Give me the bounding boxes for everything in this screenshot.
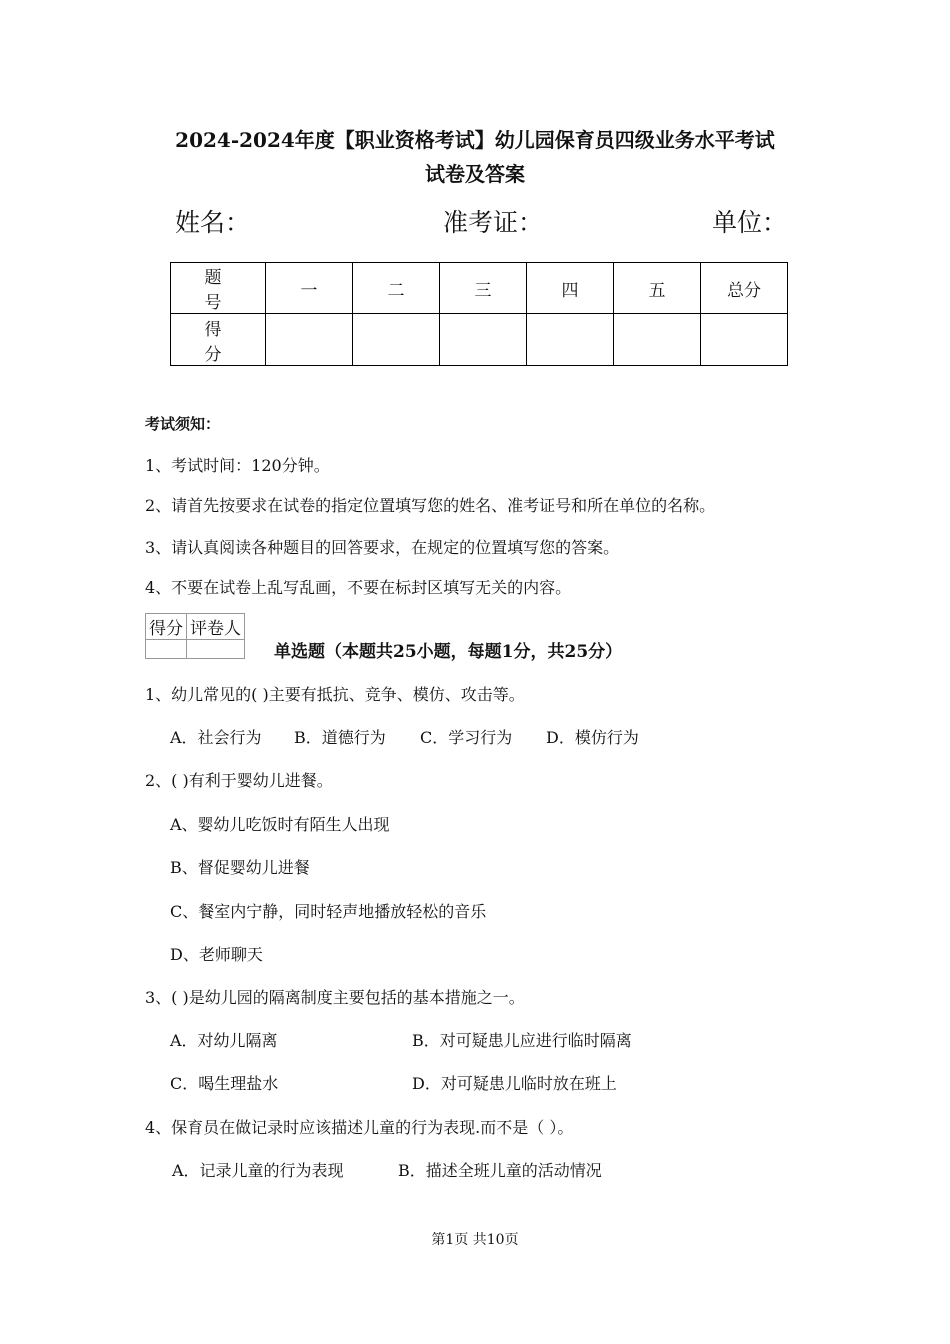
grader-box [145, 613, 245, 659]
question-option: A、婴幼儿吃饭时有陌生人出现 [170, 815, 390, 834]
score-table-header-cell: 二 [353, 263, 440, 314]
score-row-label: 得 分 [171, 314, 266, 366]
grader-box-score-cell[interactable] [146, 640, 187, 659]
score-table-header-cell: 题 号 [171, 263, 266, 314]
ticket-number-label: 准考证： [443, 208, 544, 237]
question-option: B．描述全班儿童的活动情况 [398, 1161, 602, 1180]
exam-title-line-1: 2024-2024年度【职业资格考试】幼儿园保育员四级业务水平考试 [175, 128, 775, 152]
score-table [170, 262, 788, 366]
score-cell[interactable] [614, 314, 701, 366]
question-stem: 4、保育员在做记录时应该描述儿童的行为表现.而不是（ ）。 [145, 1118, 574, 1137]
question-option: D．模仿行为 [546, 728, 639, 747]
notice-item: 2、请首先按要求在试卷的指定位置填写您的姓名、准考证号和所在单位的名称。 [145, 496, 716, 515]
question-option: A．记录儿童的行为表现 [172, 1161, 344, 1180]
exam-title-line-2: 试卷及答案 [425, 162, 525, 186]
question-stem: 3、( )是幼儿园的隔离制度主要包括的基本措施之一。 [145, 988, 525, 1007]
notice-heading: 考试须知： [145, 415, 221, 433]
question-option: D、老师聊天 [170, 945, 263, 964]
question-option: B．对可疑患儿应进行临时隔离 [412, 1031, 632, 1050]
score-cell[interactable] [440, 314, 527, 366]
name-label: 姓名： [175, 208, 251, 237]
grader-box-grader-label: 评卷人 [187, 614, 245, 640]
grader-box-score-label: 得分 [146, 614, 187, 640]
notice-item: 4、不要在试卷上乱写乱画，不要在标封区填写无关的内容。 [145, 578, 572, 597]
score-cell[interactable] [266, 314, 353, 366]
question-option: A．社会行为 [170, 728, 262, 747]
question-stem: 1、幼儿常见的( )主要有抵抗、竞争、模仿、攻击等。 [145, 685, 525, 704]
score-table-header-cell: 四 [527, 263, 614, 314]
notice-item: 1、考试时间：120分钟。 [145, 456, 330, 475]
score-cell[interactable] [353, 314, 440, 366]
question-option: D．对可疑患儿临时放在班上 [412, 1074, 617, 1093]
score-table-header-cell: 一 [266, 263, 353, 314]
score-table-header-row [171, 263, 788, 314]
score-table-header-cell: 五 [614, 263, 701, 314]
score-table-header-cell: 三 [440, 263, 527, 314]
question-stem: 2、( )有利于婴幼儿进餐。 [145, 771, 333, 790]
question-option: C．喝生理盐水 [170, 1074, 279, 1093]
grader-box-grader-cell[interactable] [187, 640, 245, 659]
score-cell[interactable] [701, 314, 788, 366]
question-option: B．道德行为 [294, 728, 386, 747]
page-footer: 第1页 共10页 [431, 1232, 519, 1248]
unit-label: 单位： [712, 208, 788, 237]
question-option: C、餐室内宁静，同时轻声地播放轻松的音乐 [170, 902, 487, 921]
score-cell[interactable] [527, 314, 614, 366]
section-title: 单选题（本题共25小题，每题1分，共25分） [274, 642, 623, 662]
question-option: A．对幼儿隔离 [170, 1031, 278, 1050]
question-option: C．学习行为 [420, 728, 513, 747]
score-table-score-row [171, 314, 788, 366]
score-table-header-cell: 总分 [701, 263, 788, 314]
notice-item: 3、请认真阅读各种题目的回答要求，在规定的位置填写您的答案。 [145, 538, 620, 557]
question-option: B、督促婴幼儿进餐 [170, 858, 310, 877]
